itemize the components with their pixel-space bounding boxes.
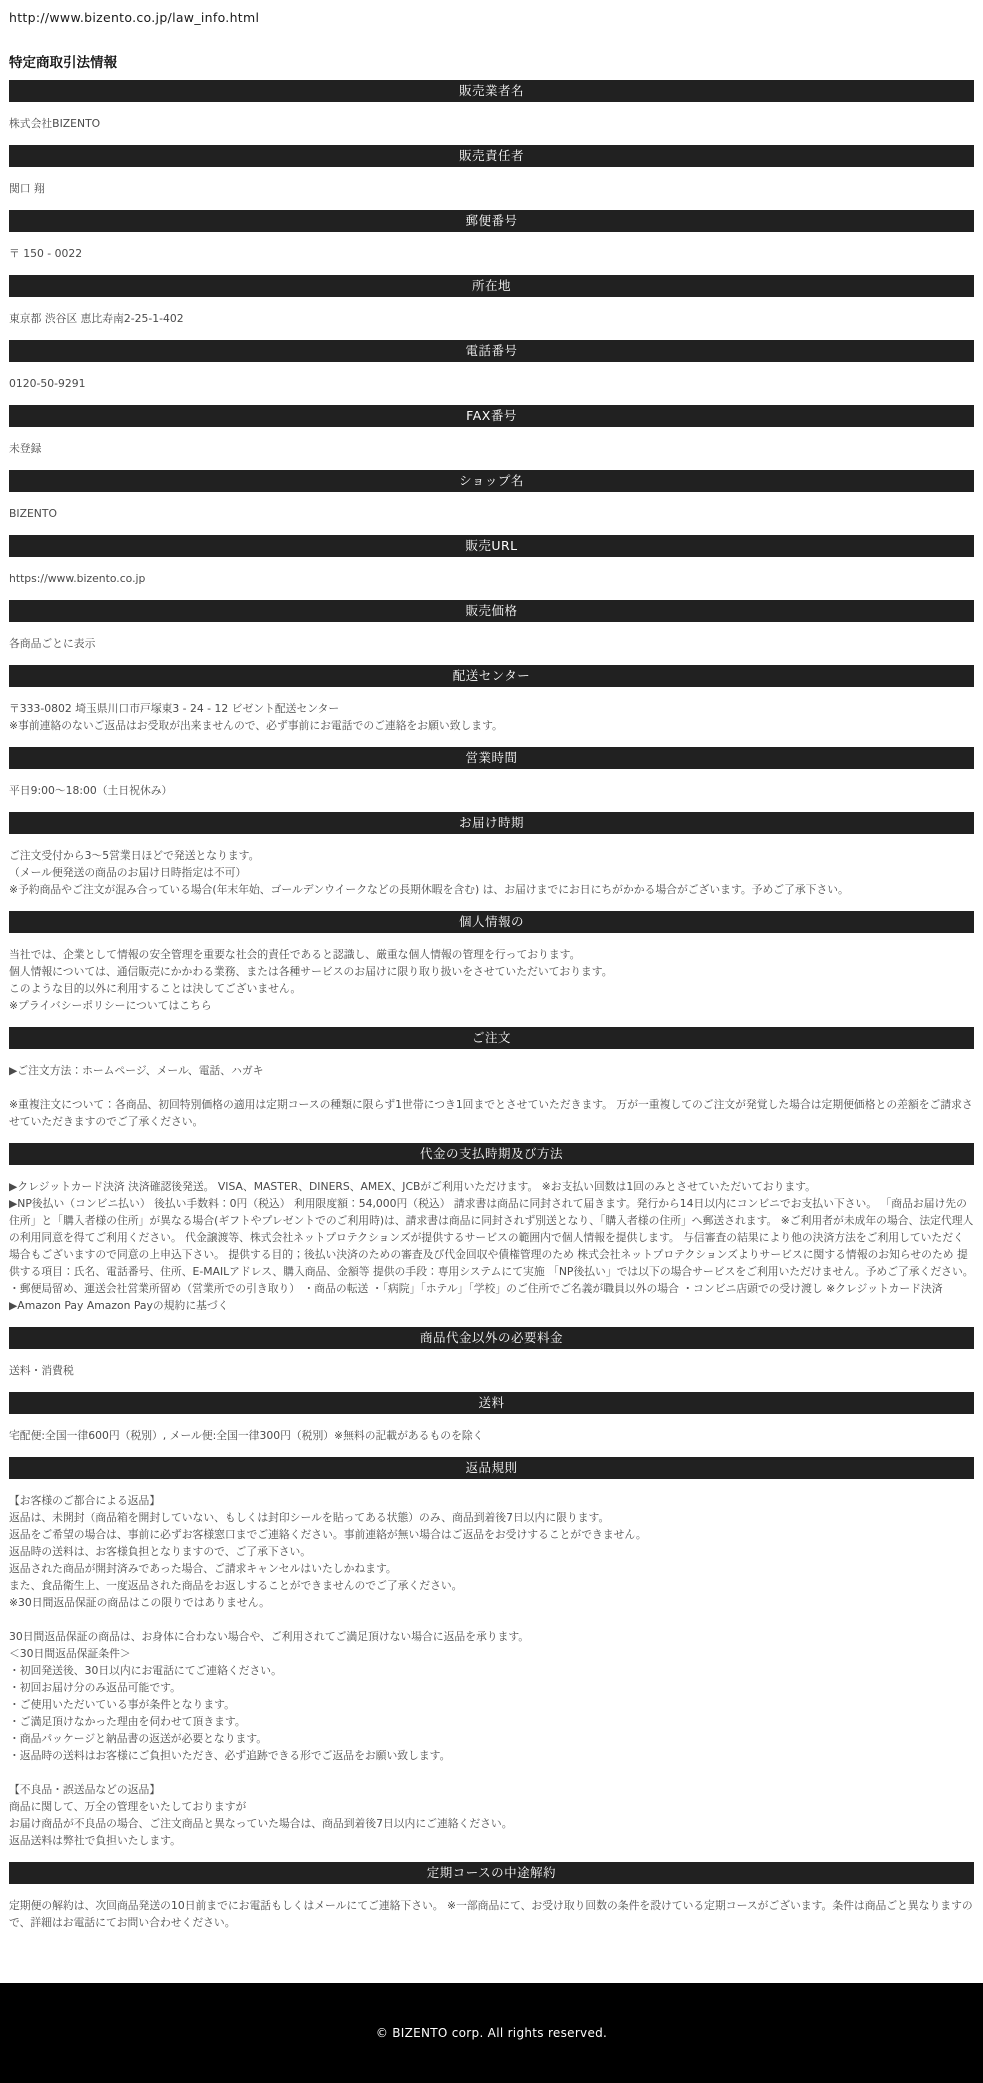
section-content-seller-name xyxy=(9,115,974,132)
content-line: 送料・消費税 xyxy=(9,1364,74,1377)
content-line: 返品をご希望の場合は、事前に必ずお客様窓口までご連絡ください。事前連絡が無い場合はご返品をお受けすることができません。 xyxy=(9,1528,647,1541)
content-line: ※30日間返品保証の商品はこの限りではありません。 xyxy=(9,1596,270,1609)
text-block xyxy=(9,700,974,734)
section-content-shop-name xyxy=(9,505,974,522)
section-heading-shipping-fee: 送料 xyxy=(9,1392,974,1414)
section-content-sales-manager xyxy=(9,180,974,197)
content-line: 未登録 xyxy=(9,442,42,455)
text-block xyxy=(9,1178,974,1314)
page-title: 特定商取引法情報 xyxy=(9,55,117,71)
content-line: ▶クレジットカード決済 決済確認後発送。 VISA、MASTER、DINERS、AMEX、JCBがご利用いただけます。 ※お支払い回数は1回のみとさせていただいております。 xyxy=(9,1180,816,1193)
content-line: このような目的以外に利用することは決してございません。 xyxy=(9,982,302,995)
content-line: 【お客様のご都合による返品】 xyxy=(9,1494,161,1507)
text-block xyxy=(9,1062,974,1079)
content-line: ・初回発送後、30日以内にお電話にてご連絡ください。 xyxy=(9,1664,282,1677)
content-line: https://www.bizento.co.jp xyxy=(9,572,146,585)
section-heading-shipping-center: 配送センター xyxy=(9,665,974,687)
content-line: 〒333-0802 埼玉県川口市戸塚東3 - 24 - 12 ビゼント配送センター xyxy=(9,702,340,715)
section-heading-sales-url: 販売URL xyxy=(9,535,974,557)
section-heading-return-policy: 返品規則 xyxy=(9,1457,974,1479)
content-line: 宅配便:全国一律600円（税別）, メール便:全国一律300円（税別）※無料の記載があるものを除く xyxy=(9,1429,484,1442)
content-line: 返品時の送料は、お客様負担となりますので、ご了承下さい。 xyxy=(9,1545,312,1558)
section-content-personal-info xyxy=(9,946,974,1014)
content-line: 商品に関して、万全の管理をいたしておりますが xyxy=(9,1800,247,1813)
text-block xyxy=(9,115,974,132)
content-line: ・ご使用いただいている事が条件となります。 xyxy=(9,1698,235,1711)
content-line: ▶ご注文方法：ホームページ、メール、電話、ハガキ xyxy=(9,1064,264,1077)
content-line: ※重複注文について：各商品、初回特別価格の適用は定期コースの種類に限らず1世帯につき1回までとさせていただきます。 万が一重複してのご注文が発覚した場合は定期便価格との差額をご請求させていただきますのでご了承ください。 xyxy=(9,1098,973,1128)
text-block xyxy=(9,180,974,197)
section-content-sales-price xyxy=(9,635,974,652)
section-content-delivery-time xyxy=(9,847,974,898)
content-line: 0120-50-9291 xyxy=(9,377,86,390)
section-heading-postal-code: 郵便番号 xyxy=(9,210,974,232)
section-content-postal-code xyxy=(9,245,974,262)
page-footer xyxy=(0,1983,983,2083)
section-heading-sales-manager: 販売責任者 xyxy=(9,145,974,167)
content-line: 返品は、未開封（商品箱を開封していない、もしくは封印シールを貼ってある状態）のみ、商品到着後7日以内に限ります。 xyxy=(9,1511,610,1524)
content-line: 返品された商品が開封済みであった場合、ご請求キャンセルはいたしかねます。 xyxy=(9,1562,397,1575)
section-content-order xyxy=(9,1062,974,1130)
content-line: 当社では、企業として情報の安全管理を重要な社会的責任であると認識し、厳重な個人情報の管理を行っております。 xyxy=(9,948,581,961)
content-line: お届け商品が不良品の場合、ご注文商品と異なっていた場合は、商品到着後7日以内にご連絡ください。 xyxy=(9,1817,513,1830)
section-heading-extra-fees: 商品代金以外の必要料金 xyxy=(9,1327,974,1349)
content-line: ・ご満足頂けなかった理由を伺わせて頂きます。 xyxy=(9,1715,246,1728)
content-line: ※プライバシーポリシーについてはこちら xyxy=(9,999,212,1012)
content-line: 【不良品・誤送品などの返品】 xyxy=(9,1783,161,1796)
content-line: 平日9:00～18:00（土日祝休み） xyxy=(9,784,173,797)
content-line: （メール便発送の商品のお届け日時指定は不可） xyxy=(9,866,247,879)
section-content-fax-number xyxy=(9,440,974,457)
content-line: ▶NP後払い（コンビニ払い） 後払い手数料：0円（税込） 利用限度額：54,000円（税込） 請求書は商品に同封されて届きます。発行から14日以内にコンビニでお支払い下さい。 「商品お届け先の住所」と「購入者様の住所」が異なる場合(ギフトやプレゼントでのご利用時)は、請求書は商品に同封されず別送となり、「購入者様の住所」へ郵送されます。 ※ご利用者が未成年の場合、法定代理人の利用同意を得てご利用ください。 代金譲渡等、株式会社ネットプロテクションズが提供するサービスの範囲内で個人情報を提供します。 与信審査の結果により他の決済方法をご利用していただく場合もございますので同意の上申込下さい。 提供する目的；後払い決済のための審査及び代金回収や債権管理のため 株式会社ネットプロテクションズよりサービスに関する情報のお知らせのため 提供する項目：氏名、電話番号、住所、E-MAILアドレス、購入商品、金額等 提供の手段：専用システムにて実施 「NP後払い」では以下の場合サービスをご利用いただけません。予めご了承ください。 ・郵便局留め、運送会社営業所留め（営業所での引き取り） ・商品の転送 ・「病院」「ホテル」「学校」のご住所でご名義が職員以外の場合 ・コンビニ店頭での受け渡し ※クレジットカード決済 xyxy=(9,1197,974,1295)
copyright-text: © BIZENTO corp. All rights reserved. xyxy=(375,2026,608,2040)
section-heading-seller-name: 販売業者名 xyxy=(9,80,974,102)
section-heading-order: ご注文 xyxy=(9,1027,974,1049)
content-line: ※予約商品やご注文が混み合っている場合(年末年始、ゴールデンウイークなどの長期休暇を含む) は、お届けまでにお日にちがかかる場合がございます。予めご了承下さい。 xyxy=(9,883,849,896)
page-url-text: http://www.bizento.co.jp/law_info.html xyxy=(9,10,260,25)
text-block xyxy=(9,570,974,587)
section-content-return-policy xyxy=(9,1492,974,1849)
section-content-phone-number xyxy=(9,375,974,392)
content-line: 株式会社BIZENTO xyxy=(9,117,101,130)
section-heading-business-hours: 営業時間 xyxy=(9,747,974,769)
content-line: また、食品衛生上、一度返品された商品をお返しすることができませんのでご了承ください。 xyxy=(9,1579,463,1592)
content-line: 30日間返品保証の商品は、お身体に合わない場合や、ご利用されてご満足頂けない場合に返品を承ります。 xyxy=(9,1630,530,1643)
text-block xyxy=(9,310,974,327)
text-block xyxy=(9,946,974,1014)
content-line: ▶Amazon Pay Amazon Payの規約に基づく xyxy=(9,1299,229,1312)
text-block xyxy=(9,1897,974,1931)
content-line: 東京都 渋谷区 恵比寿南2-25-1-402 xyxy=(9,312,184,325)
content-line: ・商品パッケージと納品書の返送が必要となります。 xyxy=(9,1732,268,1745)
content-line: ・初回お届け分のみ返品可能です。 xyxy=(9,1681,181,1694)
content-line: ＜30日間返品保証条件＞ xyxy=(9,1647,131,1660)
content-line: 返品送料は弊社で負担いたします。 xyxy=(9,1834,181,1847)
content-line: BIZENTO xyxy=(9,507,57,520)
section-content-extra-fees xyxy=(9,1362,974,1379)
section-content-sales-url xyxy=(9,570,974,587)
sections-container xyxy=(9,80,974,1931)
text-block xyxy=(9,847,974,898)
section-heading-phone-number: 電話番号 xyxy=(9,340,974,362)
text-block xyxy=(9,440,974,457)
section-content-subscription-cancellation xyxy=(9,1897,974,1931)
section-heading-subscription-cancellation: 定期コースの中途解約 xyxy=(9,1862,974,1884)
content-line: 関口 翔 xyxy=(9,182,45,195)
section-heading-sales-price: 販売価格 xyxy=(9,600,974,622)
text-block xyxy=(9,1781,974,1849)
text-block xyxy=(9,1096,974,1130)
text-block xyxy=(9,1492,974,1611)
content-line: ・返品時の送料はお客様にご負担いただき、必ず追跡できる形でご返品をお願い致します。 xyxy=(9,1749,451,1762)
text-block xyxy=(9,782,974,799)
section-heading-delivery-time: お届け時期 xyxy=(9,812,974,834)
section-content-shipping-fee xyxy=(9,1427,974,1444)
text-block xyxy=(9,375,974,392)
content-line: ご注文受付から3～5営業日ほどで発送となります。 xyxy=(9,849,260,862)
content-line: 〒 150 - 0022 xyxy=(9,247,83,260)
text-block xyxy=(9,1362,974,1379)
section-heading-payment-method: 代金の支払時期及び方法 xyxy=(9,1143,974,1165)
text-block xyxy=(9,505,974,522)
section-heading-fax-number: FAX番号 xyxy=(9,405,974,427)
section-heading-address: 所在地 xyxy=(9,275,974,297)
content-line: ※事前連絡のないご返品はお受取が出来ませんので、必ず事前にお電話でのご連絡をお願い致します。 xyxy=(9,719,503,732)
content-line: 各商品ごとに表示 xyxy=(9,637,96,650)
section-content-address xyxy=(9,310,974,327)
section-content-payment-method xyxy=(9,1178,974,1314)
section-heading-shop-name: ショップ名 xyxy=(9,470,974,492)
content-line: 個人情報については、通信販売にかかわる業務、または各種サービスのお届けに限り取り扱いをさせていただいております。 xyxy=(9,965,613,978)
text-block xyxy=(9,635,974,652)
content-line: 定期便の解約は、次回商品発送の10日前までにお電話もしくはメールにてご連絡下さい。 ※一部商品にて、お受け取り回数の条件を設けている定期コースがございます。条件は商品ごと異なりますので、詳細はお電話にてお問い合わせください。 xyxy=(9,1899,973,1929)
section-content-shipping-center xyxy=(9,700,974,734)
section-content-business-hours xyxy=(9,782,974,799)
text-block xyxy=(9,245,974,262)
section-heading-personal-info: 個人情報の xyxy=(9,911,974,933)
text-block xyxy=(9,1628,974,1764)
text-block xyxy=(9,1427,974,1444)
